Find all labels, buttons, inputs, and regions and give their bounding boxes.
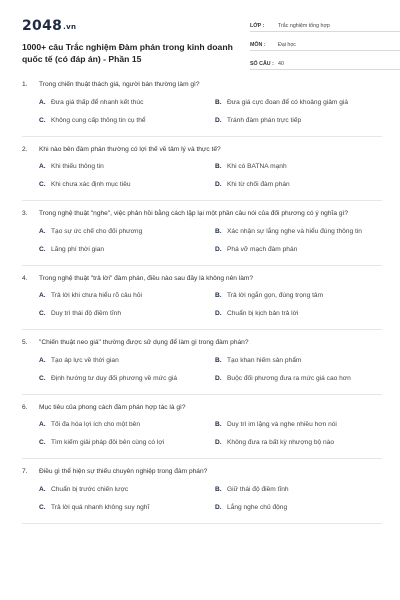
option-text: Tránh đàm phán trực tiếp [227,116,302,124]
meta-row-class [250,16,400,32]
question-text: Khi nào bên đàm phán thường có lợi thế về tâm lý và thực tế? [39,145,221,153]
answer-option[interactable] [39,116,211,125]
answer-option[interactable] [39,356,211,365]
option-text: Buộc đối phương đưa ra mức giá cao hơn [227,374,351,382]
question-number: 2. [22,145,28,153]
option-text: Khi chưa xác định mục tiêu [51,181,131,188]
question-text-row [22,403,382,413]
option-key: B. [215,421,222,428]
question-divider [22,394,382,395]
question-text-row [22,338,382,348]
answer-option[interactable] [39,291,211,300]
question-text: Mục tiêu của phong cách đàm phán hợp tác là gì? [39,403,186,411]
option-key: B. [215,227,222,235]
answer-option[interactable] [39,438,211,447]
answer-option[interactable] [215,503,387,512]
option-text: Trả lời khi chưa hiểu rõ câu hỏi [51,292,142,299]
option-text: Định hướng tư duy đối phương về mức giá [51,374,178,382]
option-text: Lãng phí thời gian [51,245,105,253]
question-item [22,145,382,202]
answer-option[interactable] [39,503,211,512]
question-list [22,80,382,532]
options-grid [22,291,382,327]
header [22,12,378,84]
answer-option[interactable] [215,374,387,383]
option-text: Không cung cấp thông tin cụ thể [51,116,146,124]
option-text: Giữ thái độ điềm tĩnh [227,485,289,493]
option-key: C. [39,310,46,317]
option-text: Không đưa ra bất kỳ nhượng bộ nào [227,439,335,446]
option-text: Chuẩn bị kịch bản trả lời [227,310,299,317]
option-text: Tạo sự ức chế cho đối phương [51,227,143,235]
option-key: B. [215,356,222,364]
option-key: C. [39,116,46,124]
question-number: 5. [22,339,28,346]
options-grid [22,420,382,456]
question-item [22,467,382,524]
answer-option[interactable] [39,309,211,318]
option-text: Tạo khan hiếm sản phẩm [227,356,302,364]
question-text: Điều gì thể hiện sự thiếu chuyên nghiệp trong đàm phán? [39,468,208,475]
answer-option[interactable] [39,485,211,494]
option-text: Đưa giá cực đoan để có khoảng giảm giá [227,98,348,106]
option-text: Lắng nghe chủ động [227,503,288,511]
question-text-row [22,80,382,90]
option-key: B. [215,292,222,299]
option-key: D. [215,116,222,124]
question-number: 6. [22,403,28,411]
question-text-row [22,145,382,155]
option-key: A. [39,356,46,364]
options-grid [22,227,382,263]
question-divider [22,329,382,330]
option-key: B. [215,163,222,170]
answer-option[interactable] [39,180,211,189]
meta-value: Trắc nghiệm tổng hợp [278,23,330,29]
option-text: Khi có BATNA mạnh [227,163,287,170]
option-key: D. [215,374,222,382]
option-key: D. [215,439,222,446]
question-number: 4. [22,274,28,282]
option-text: Đưa giá thấp để nhanh kết thúc [51,98,144,106]
option-text: Phá vỡ mạch đàm phán [227,245,298,253]
option-text: Duy trì thái độ điềm tĩnh [51,310,122,317]
option-key: A. [39,98,46,106]
options-grid [22,356,382,392]
question-number: 7. [22,468,28,475]
question-item [22,80,382,137]
meta-label: SỐ CÂU : [250,61,274,67]
logo-suffix: .vn [63,23,77,31]
answer-option[interactable] [39,245,211,254]
answer-option[interactable] [215,162,387,171]
option-key: C. [39,374,46,382]
option-text: Duy trì im lặng và nghe nhiều hơn nói [227,421,337,428]
option-key: D. [215,245,222,253]
answer-option[interactable] [39,162,211,171]
option-text: Tối đa hóa lợi ích cho một bên [51,421,140,428]
question-text-row [22,209,382,219]
option-key: A. [39,421,46,428]
answer-option[interactable] [39,420,211,429]
answer-option[interactable] [215,291,387,300]
answer-option[interactable] [215,180,387,189]
answer-option[interactable] [215,245,387,254]
option-key: A. [39,292,46,299]
meta-value: Đại học [278,42,296,48]
option-key: D. [215,503,222,511]
answer-option[interactable] [39,374,211,383]
question-divider [22,523,382,524]
answer-option[interactable] [215,227,387,236]
question-item [22,209,382,266]
answer-option[interactable] [215,116,387,125]
question-text: Trong chiến thuật thách giá, người bán thường làm gì? [39,81,200,88]
option-key: C. [39,245,46,253]
option-key: D. [215,310,222,317]
answer-option[interactable] [215,438,387,447]
question-text-row [22,274,382,284]
question-text: Trong nghệ thuật "trả lời" đàm phán, điều nào sau đây là không nên làm? [39,274,254,282]
meta-row-subject [250,35,400,51]
option-text: Khi thiếu thông tin [51,163,104,170]
option-text: Xác nhận sự lắng nghe và hiểu đúng thông tin [227,227,362,235]
answer-option[interactable] [39,227,211,236]
option-text: Khi từ chối đàm phán [227,181,290,188]
answer-option[interactable] [39,98,211,107]
question-item [22,338,382,395]
option-key: B. [215,98,222,106]
answer-option[interactable] [215,420,387,429]
meta-value: 40 [278,61,284,67]
option-text: Trả lời quá nhanh không suy nghĩ [51,503,150,511]
question-number: 1. [22,81,28,88]
logo-text: 2048 [22,18,63,34]
options-grid [22,162,382,198]
question-divider [22,200,382,201]
option-key: A. [39,485,46,493]
option-key: A. [39,163,46,170]
option-text: Tạo áp lực về thời gian [51,356,119,364]
question-item [22,403,382,460]
answer-option[interactable] [215,356,387,365]
options-grid [22,98,382,134]
answer-option[interactable] [215,485,387,494]
question-divider [22,136,382,137]
option-key: B. [215,485,222,493]
meta-label: MÔN : [250,42,266,48]
answer-option[interactable] [215,309,387,318]
answer-option[interactable] [215,98,387,107]
meta-row-count [250,54,400,70]
site-logo[interactable] [22,18,76,34]
options-grid [22,485,382,521]
meta-info [250,16,400,73]
question-text: "Chiến thuật neo giá" thường được sử dụng để làm gì trong đàm phán? [39,339,249,346]
meta-label: LỚP : [250,23,265,29]
document-title: 1000+ câu Trắc nghiệm Đàm phán trong kinh doanh quốc tế (có đáp án) - Phần 15 [22,42,233,64]
question-text: Trong nghệ thuật "nghe", việc phản hồi bằng cách lặp lại một phần câu nói của đối phương có ý nghĩa gì? [39,210,349,217]
question-number: 3. [22,210,28,217]
option-key: A. [39,227,46,235]
option-text: Tìm kiếm giải pháp đôi bên cùng có lợi [51,439,165,446]
question-divider [22,458,382,459]
question-divider [22,265,382,266]
option-key: D. [215,181,222,188]
option-key: C. [39,503,46,511]
question-text-row [22,467,382,477]
option-text: Chuẩn bị trước chiến lược [51,485,129,493]
option-key: C. [39,439,46,446]
question-item [22,274,382,331]
option-text: Trả lời ngắn gọn, đúng trọng tâm [227,292,324,299]
option-key: C. [39,181,46,188]
